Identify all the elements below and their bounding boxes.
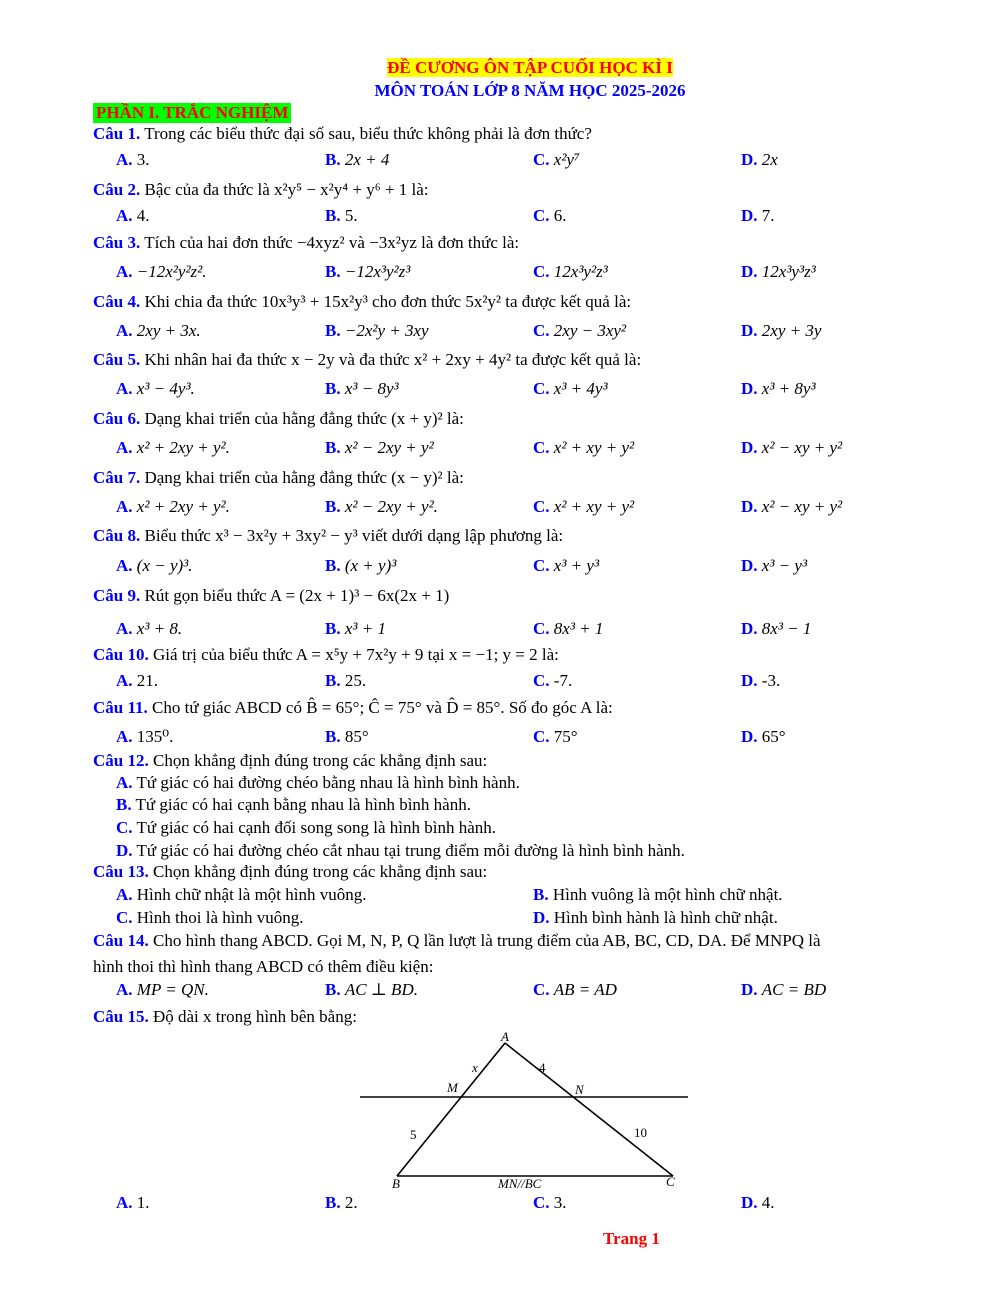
option-a: A. −12x²y²z². [116,262,207,281]
label-b: B [392,1176,400,1190]
label-10: 10 [634,1125,647,1140]
option-c: C. 3. [533,1193,567,1212]
question-12-text: Chọn khẳng định đúng trong các khẳng định sau: [152,751,488,770]
option-b: B. Tứ giác có hai cạnh bằng nhau là hình bình hành. [116,795,471,814]
option-a: A. (x − y)³. [116,556,193,575]
question-1-text: Trong các biểu thức đại số sau, biểu thức không phải là đơn thức? [144,124,592,143]
question-10-text: Giá trị của biểu thức A = x⁵y + 7x²y + 9 tại x = −1; y = 2 là: [152,645,559,664]
option-d: D. x³ + 8y³ [741,379,816,398]
question-7: Câu 7. Dạng khai triển của hằng đẳng thức (x − y)² là: [93,468,464,487]
question-11: Câu 11. Cho tứ giác ABCD có B̂ = 65°; Ĉ = 75° và D̂ = 85°. Số đo góc A là: [93,698,613,717]
option-b: B. 2x + 4 [325,150,390,169]
document-subtitle: MÔN TOÁN LỚP 8 NĂM HỌC 2025-2026 [374,81,686,100]
figure-caption: MN//BC [498,1176,542,1190]
option-d: D. 12x³y³z³ [741,262,816,281]
label-m: M [447,1080,458,1095]
option-a: A. 3. [116,150,150,169]
option-d: D. AC = BD [741,980,827,999]
label-4: 4 [539,1060,546,1075]
option-c: C. x² + xy + y² [533,438,635,457]
question-15: Câu 15. Độ dài x trong hình bên bằng: [93,1007,357,1026]
question-4: Câu 4. Khi chia đa thức 10x³y³ + 15x²y³ cho đơn thức 5x²y² ta được kết quả là: [93,292,632,311]
option-d: D. 2xy + 3y [741,321,822,340]
question-3: Câu 3. Tích của hai đơn thức −4xyz² và −3x²yz là đơn thức là: [93,233,520,252]
option-b: B. (x + y)³ [325,556,397,575]
question-14-options [0,980,1000,1002]
question-9-text: Rút gọn biểu thức A = (2x + 1)³ − 6x(2x + 1) [144,586,450,605]
question-10-options [0,671,1000,693]
option-c: C. 75° [533,727,578,746]
question-10: Câu 10. Giá trị của biểu thức A = x⁵y + 7x²y + 9 tại x = −1; y = 2 là: [93,645,559,664]
option-a: A. 2xy + 3x. [116,321,201,340]
option-d: D. 7. [741,206,775,225]
option-b: B. x² − 2xy + y². [325,497,438,516]
option-c: C. 2xy − 3xy² [533,321,627,340]
option-d: D. x² − xy + y² [741,497,843,516]
option-d: D. Tứ giác có hai đường chéo cắt nhau tại trung điểm mỗi đường là hình bình hành. [116,841,685,860]
question-6-options [0,438,1000,460]
option-a: A. x³ − 4y³. [116,379,195,398]
option-c: C. AB = AD [533,980,617,999]
question-8-text: Biểu thức x³ − 3x²y + 3xy² − y³ viết dưới dạng lập phương là: [144,526,564,545]
question-1: Câu 1. Trong các biểu thức đại số sau, biểu thức không phải là đơn thức? [93,124,592,143]
question-2-options [0,206,1000,228]
question-3-options [0,262,1000,284]
question-3-text: Tích của hai đơn thức −4xyz² và −3x²yz là đơn thức là: [144,233,520,252]
option-c: C. Hình thoi là hình vuông. [116,908,304,927]
option-d: D. x² − xy + y² [741,438,843,457]
option-c: C. x³ + y³ [533,556,600,575]
question-12: Câu 12. Chọn khẳng định đúng trong các khẳng định sau: [93,751,488,770]
option-a: A. x³ + 8. [116,619,183,638]
option-a: A. 4. [116,206,150,225]
question-6: Câu 6. Dạng khai triển của hằng đẳng thức (x + y)² là: [93,409,464,428]
question-15-options [0,1193,1000,1215]
option-a: A. Tứ giác có hai đường chéo bằng nhau là hình bình hành. [116,773,520,792]
option-a: A. 21. [116,671,159,690]
question-13: Câu 13. Chọn khẳng định đúng trong các khẳng định sau: [93,862,488,881]
option-d: D. x³ − y³ [741,556,808,575]
option-c: C. 12x³y²z³ [533,262,608,281]
option-c: C. x² + xy + y² [533,497,635,516]
option-a: A. MP = QN. [116,980,209,999]
option-d: D. 4. [741,1193,775,1212]
label-n: N [575,1082,584,1097]
question-6-text: Dạng khai triển của hằng đẳng thức (x + y)² là: [144,409,464,428]
option-d: D. -3. [741,671,781,690]
option-d: D. 65° [741,727,786,746]
option-b: B. Hình vuông là một hình chữ nhật. [533,885,783,904]
option-d: D. 2x [741,150,778,169]
option-a: A. x² + 2xy + y². [116,497,230,516]
side-ac [505,1043,673,1176]
question-4-options [0,321,1000,343]
option-a: A. x² + 2xy + y². [116,438,230,457]
option-a: A. 1. [116,1193,150,1212]
option-d: D. 8x³ − 1 [741,619,812,638]
option-b: B. x² − 2xy + y² [325,438,434,457]
option-b: B. x³ + 1 [325,619,386,638]
question-7-options [0,497,1000,519]
question-15-text: Độ dài x trong hình bên bằng: [152,1007,357,1026]
question-11-options [0,727,1000,749]
option-b: B. 5. [325,206,358,225]
question-8: Câu 8. Biểu thức x³ − 3x²y + 3xy² − y³ viết dưới dạng lập phương là: [93,526,564,545]
option-c: C. x²y⁷ [533,150,580,169]
option-c: C. Tứ giác có hai cạnh đối song song là hình bình hành. [116,818,497,837]
option-a: A. Hình chữ nhật là một hình vuông. [116,885,367,904]
option-b: B. 2. [325,1193,358,1212]
label-5: 5 [410,1127,417,1142]
label-a: A [501,1029,509,1044]
document-title: ĐỀ CƯƠNG ÔN TẬP CUỐI HỌC KÌ I [387,58,673,77]
question-14: Câu 14. Cho hình thang ABCD. Gọi M, N, P, Q lần lượt là trung điểm của AB, BC, CD, DA. Để MNPQ là [93,931,821,950]
question-5-text: Khi nhân hai đa thức x − 2y và đa thức x² + 2xy + 4y² ta được kết quả là: [144,350,642,369]
option-c: C. 6. [533,206,567,225]
label-c: C [666,1174,675,1189]
question-9: Câu 9. Rút gọn biểu thức A = (2x + 1)³ − 6x(2x + 1) [93,586,450,605]
triangle-figure [355,1028,695,1190]
question-9-options [0,619,1000,641]
question-2: Câu 2. Bậc của đa thức là x²y⁵ − x²y⁴ + y⁶ + 1 là: [93,180,429,199]
option-b: B. AC ⊥ BD. [325,980,418,999]
option-a: A. 135⁰. [116,727,174,746]
question-2-text: Bậc của đa thức là x²y⁵ − x²y⁴ + y⁶ + 1 là: [144,180,429,199]
option-b: B. −12x³y²z³ [325,262,411,281]
question-7-text: Dạng khai triển của hằng đẳng thức (x − y)² là: [144,468,464,487]
option-c: C. 8x³ + 1 [533,619,604,638]
question-5-options [0,379,1000,401]
option-b: B. 25. [325,671,367,690]
option-b: B. −2x²y + 3xy [325,321,429,340]
section-heading: PHẦN I. TRẮC NGHIỆM [93,103,291,123]
side-ab [397,1043,505,1176]
question-4-text: Khi chia đa thức 10x³y³ + 15x²y³ cho đơn thức 5x²y² ta được kết quả là: [144,292,632,311]
option-b: B. x³ − 8y³ [325,379,399,398]
question-5: Câu 5. Khi nhân hai đa thức x − 2y và đa thức x² + 2xy + 4y² ta được kết quả là: [93,350,642,369]
option-c: C. -7. [533,671,573,690]
option-d: D. Hình bình hành là hình chữ nhật. [533,908,778,927]
page-number: Trang 1 [603,1229,660,1248]
option-c: C. x³ + 4y³ [533,379,608,398]
question-11-text: Cho tứ giác ABCD có B̂ = 65°; Ĉ = 75° và D̂ = 85°. Số đo góc A là: [152,698,613,717]
label-x: x [472,1060,478,1075]
question-1-options [0,150,1000,172]
option-b: B. 85° [325,727,369,746]
question-13-text: Chọn khẳng định đúng trong các khẳng định sau: [152,862,488,881]
question-8-options [0,556,1000,578]
question-14-continuation: hình thoi thì hình thang ABCD có thêm điều kiện: [93,957,434,976]
question-14-text: Cho hình thang ABCD. Gọi M, N, P, Q lần lượt là trung điểm của AB, BC, CD, DA. Để MNPQ là [152,931,821,950]
